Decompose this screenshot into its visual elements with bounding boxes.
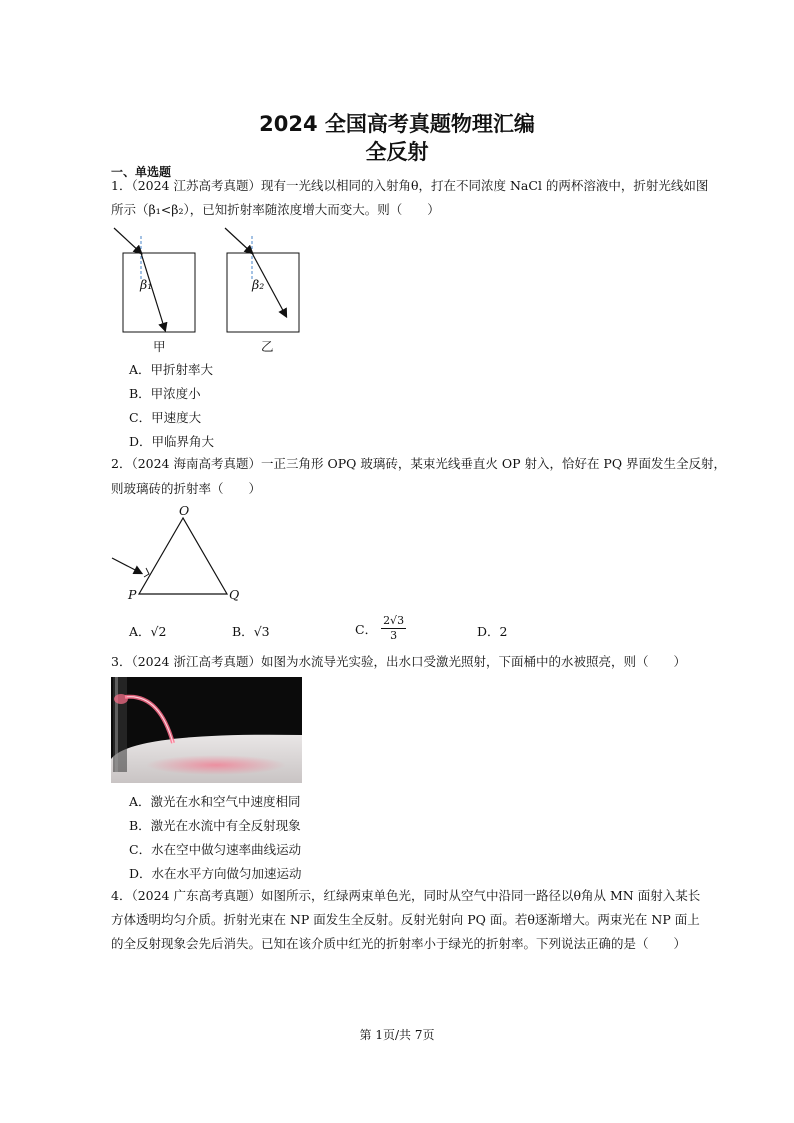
beta2-label: β₂	[252, 277, 265, 292]
question-2-text-line1: 2．（2024 海南高考真题）一正三角形 OPQ 玻璃砖，某束光线垂直火 OP 射入，恰好在 PQ 界面发生全反射，	[111, 456, 727, 471]
option-d-value: 2	[499, 624, 508, 639]
question-1-option-c[interactable]: C．甲速度大	[129, 410, 202, 425]
question-3-option-b[interactable]: B．激光在水流中有全反射现象	[129, 818, 301, 833]
question-3-text-line1: 3．（2024 浙江高考真题）如图为水流导光实验，出水口受激光照射，下面桶中的水被照亮，则（ ）	[111, 654, 686, 669]
vertex-p-label: P	[128, 587, 137, 602]
figure-label-right: 乙	[261, 339, 274, 354]
question-4-text-line2: 方体透明均匀介质。折射光束在 NP 面发生全反射。反射光射向 PQ 面。若θ逐渐增大。两束光在 NP 面上	[111, 912, 700, 927]
question-1-option-b[interactable]: B．甲浓度小	[129, 386, 201, 401]
option-b-value: √3	[253, 624, 270, 639]
vertex-o-label: O	[179, 503, 190, 518]
question-3-option-c[interactable]: C．水在空中做匀速率曲线运动	[129, 842, 302, 857]
incident-ray-left	[114, 228, 141, 253]
beaker-left	[123, 253, 195, 332]
question-1-text-line2: 所示（β₁<β₂），已知折射率随浓度增大而变大。则（ ）	[111, 202, 440, 217]
option-c-fraction: $\frac{2√3}{3}$	[383, 614, 405, 642]
question-1-option-d[interactable]: D．甲临界角大	[129, 434, 215, 449]
page-subtitle: 全反射	[365, 140, 429, 164]
incident-ray-q2	[112, 558, 141, 573]
question-3-photo	[111, 677, 302, 783]
question-2-option-a[interactable]: A．√2	[129, 624, 167, 639]
question-2-option-d[interactable]: D．2	[477, 624, 508, 639]
question-4-text-line1: 4．（2024 广东高考真题）如图所示，红绿两束单色光，同时从空气中沿同一路径以θ角从 MN 面射入某长	[111, 888, 701, 903]
question-1-figure	[108, 222, 308, 357]
section-heading: 一、单选题	[111, 165, 172, 179]
option-a-value: √2	[150, 624, 167, 639]
question-3-option-a[interactable]: A．激光在水和空气中速度相同	[129, 794, 301, 809]
question-2-option-c[interactable]: C． $\frac{2√3}{3}$	[355, 614, 405, 642]
question-2-text-line2: 则玻璃砖的折射率（ ）	[111, 481, 262, 496]
question-1-text-line1: 1．（2024 江苏高考真题）现有一光线以相同的入射角θ，打在不同浓度 NaCl 的两杯溶液中，折射光线如图	[111, 178, 709, 193]
question-4-text-line3: 的全反射现象会先后消失。已知在该介质中红光的折射率小于绿光的折射率。下列说法正确的是（ ）	[111, 936, 687, 951]
triangle-opq	[139, 518, 227, 594]
page-title: 2024 全国高考真题物理汇编	[259, 112, 535, 136]
question-3-option-d[interactable]: D．水在水平方向做匀加速运动	[129, 866, 302, 881]
vertex-q-label: Q	[229, 587, 240, 602]
incident-ray-right	[225, 228, 252, 253]
beaker-right	[227, 253, 299, 332]
question-1-option-a[interactable]: A．甲折射率大	[129, 362, 214, 377]
figure-label-left: 甲	[153, 339, 166, 354]
question-2-option-b[interactable]: B．√3	[232, 624, 270, 639]
right-angle-mark	[144, 568, 149, 577]
beta1-label: β₁	[140, 277, 153, 292]
page-number: 第 1页/共 7页	[359, 1028, 435, 1042]
